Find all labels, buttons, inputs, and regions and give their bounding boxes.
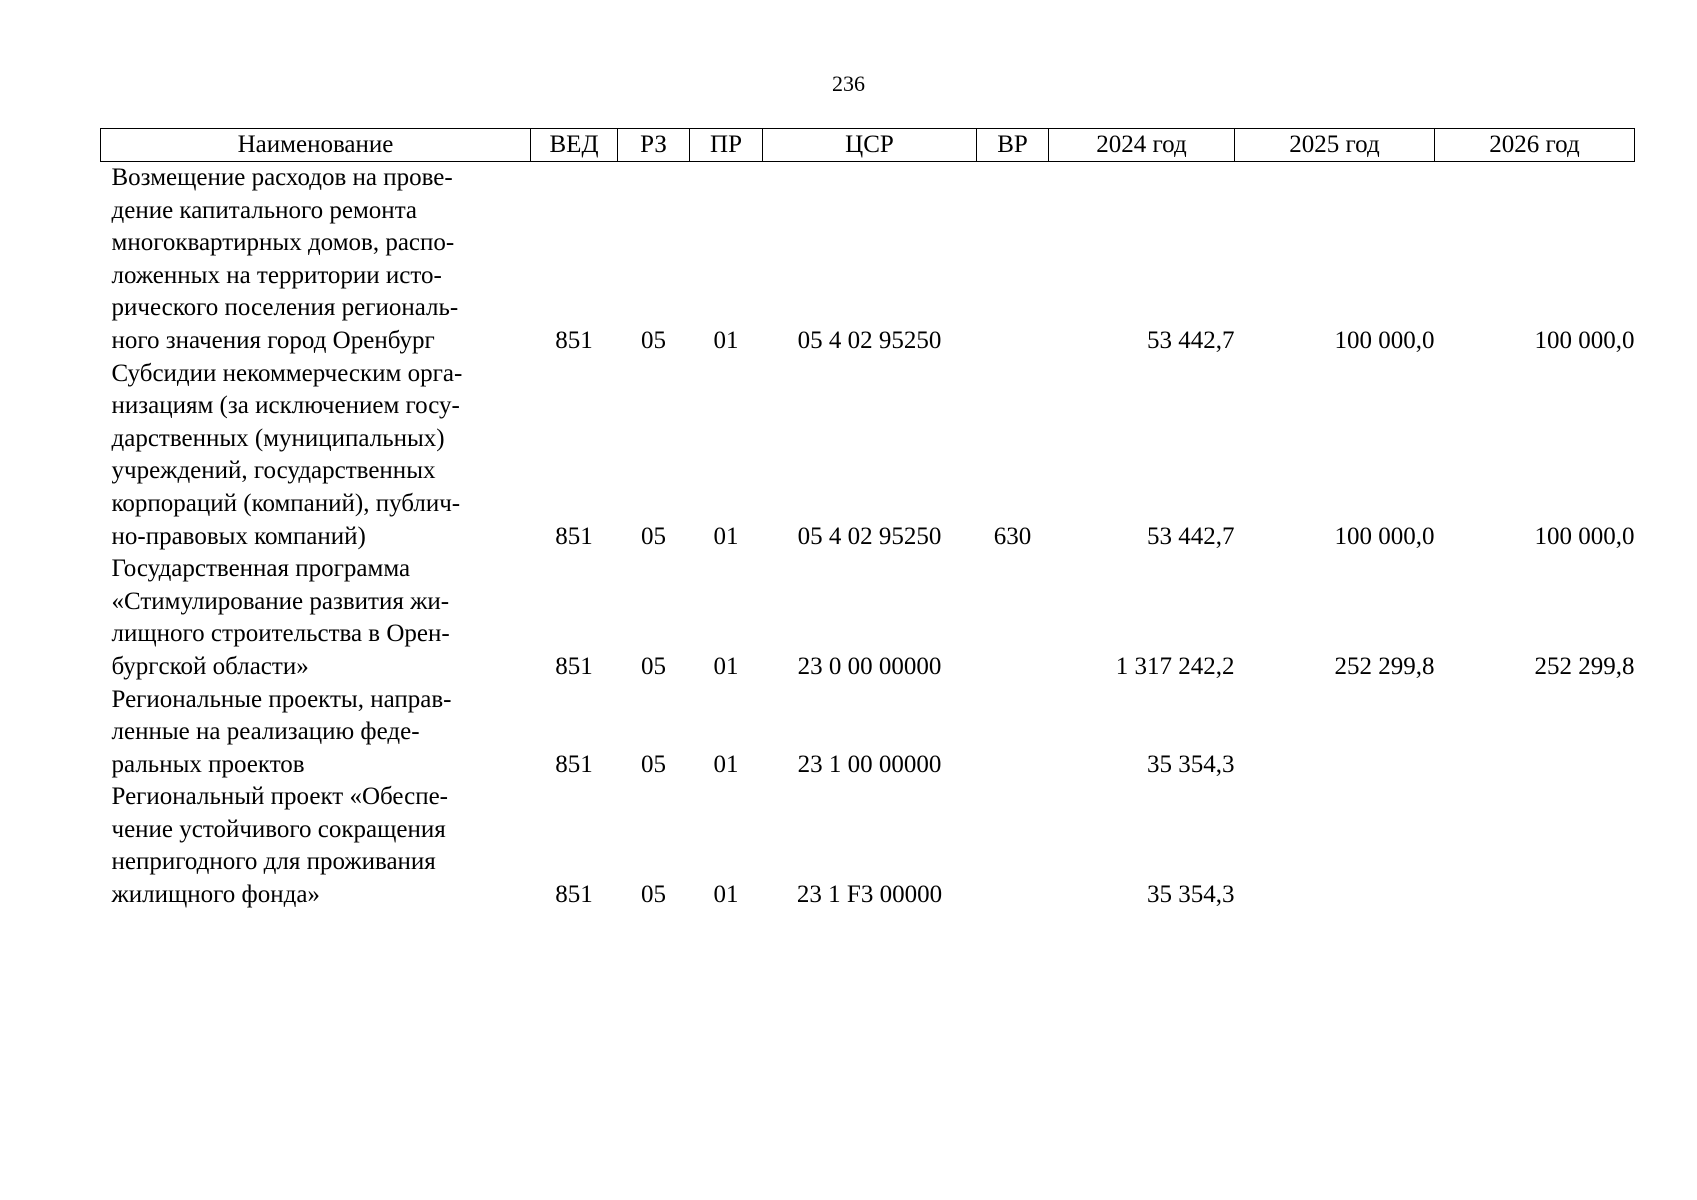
cell-2026: 100 000,0 (1534, 522, 1635, 550)
cell-pr: 01 (713, 522, 739, 550)
budget-table (100, 128, 1635, 912)
cell-name (101, 781, 531, 911)
name-line: корпораций (компаний), публич- (111, 489, 461, 517)
cell-rz: 05 (641, 326, 666, 354)
cell-pr: 01 (713, 881, 739, 909)
cell-rz: 05 (641, 522, 666, 550)
cell-csr: 23 1 F3 00000 (796, 881, 943, 909)
cell-pr: 01 (713, 326, 739, 354)
name-line: лищного строительства в Орен- (111, 620, 450, 648)
cell-rz: 05 (641, 750, 666, 778)
cell-pr: 01 (713, 652, 739, 680)
name-line: рического поселения региональ- (111, 294, 459, 322)
table-row (101, 358, 1635, 554)
cell-pr: 01 (713, 750, 739, 778)
name-line: непригодного для проживания (111, 848, 436, 876)
cell-2026: 252 299,8 (1534, 652, 1635, 680)
name-line: Региональные проекты, направ- (111, 685, 452, 713)
table-body (101, 162, 1635, 912)
cell-csr: 23 1 00 00000 (797, 750, 942, 778)
name-line: бургской области» (111, 652, 309, 680)
cell-2024: 35 354,3 (1147, 881, 1235, 909)
cell-vr: 630 (993, 522, 1032, 550)
cell-csr: 23 0 00 00000 (797, 652, 942, 680)
cell-vr (977, 553, 1049, 683)
header-row (101, 129, 1635, 162)
header-2026: 2026 год (1435, 129, 1635, 162)
cell-name (101, 162, 531, 358)
header-ved: ВЕД (531, 129, 618, 162)
cell-ved: 851 (555, 881, 593, 909)
cell-name (101, 553, 531, 683)
name-line: Региональный проект «Обеспе- (111, 783, 449, 811)
name-line: ложенных на территории исто- (111, 261, 442, 289)
name-line: Субсидии некоммерческим орга- (111, 359, 463, 387)
cell-2026: 100 000,0 (1534, 326, 1635, 354)
header-2025: 2025 год (1235, 129, 1435, 162)
header-csr: ЦСР (763, 129, 977, 162)
table-row (101, 162, 1635, 358)
name-line: «Стимулирование развития жи- (111, 587, 450, 615)
cell-vr (977, 781, 1049, 911)
name-line: Возмещение расходов на прове- (111, 164, 453, 191)
name-line: ральных проектов (111, 750, 305, 778)
header-name: Наименование (101, 129, 531, 162)
name-line: низациям (за исключением госу- (111, 392, 460, 420)
name-line: многоквартирных домов, распо- (111, 229, 455, 257)
cell-2024: 35 354,3 (1147, 750, 1235, 778)
name-line: ного значения город Оренбург (111, 326, 435, 354)
cell-2026 (1435, 684, 1635, 782)
name-line: жилищного фонда» (111, 881, 320, 909)
cell-2024: 53 442,7 (1147, 326, 1235, 354)
cell-2024: 1 317 242,2 (1115, 652, 1235, 680)
name-line: учреждений, государственных (111, 457, 436, 485)
cell-ved: 851 (555, 652, 593, 680)
cell-2025 (1235, 781, 1435, 911)
cell-name (101, 684, 531, 782)
name-line: дение капитального ремонта (111, 196, 418, 224)
cell-2025 (1235, 684, 1435, 782)
name-line: Государственная программа (111, 555, 411, 583)
cell-rz: 05 (641, 881, 666, 909)
name-line: дарственных (муниципальных) (111, 424, 445, 452)
cell-vr (977, 684, 1049, 782)
name-line: чение устойчивого сокращения (111, 815, 446, 843)
cell-csr: 05 4 02 95250 (797, 522, 942, 550)
table-header (101, 129, 1635, 162)
cell-ved: 851 (555, 326, 593, 354)
cell-2025: 100 000,0 (1334, 522, 1435, 550)
header-vr: ВР (977, 129, 1049, 162)
cell-ved: 851 (555, 522, 593, 550)
table-row (101, 684, 1635, 782)
cell-2025: 252 299,8 (1334, 652, 1435, 680)
header-rz: РЗ (618, 129, 690, 162)
name-line: ленные на реализацию феде- (111, 718, 420, 746)
cell-csr: 05 4 02 95250 (797, 326, 942, 354)
cell-ved: 851 (555, 750, 593, 778)
name-line: но-правовых компаний) (111, 522, 366, 550)
cell-name (101, 358, 531, 554)
cell-rz: 05 (641, 652, 666, 680)
table-row (101, 781, 1635, 911)
cell-vr (977, 162, 1049, 358)
header-2024: 2024 год (1049, 129, 1235, 162)
header-pr: ПР (690, 129, 763, 162)
page-number: 236 (832, 71, 865, 96)
cell-2024: 53 442,7 (1147, 522, 1235, 550)
table-row (101, 553, 1635, 683)
cell-2026 (1435, 781, 1635, 911)
cell-2025: 100 000,0 (1334, 326, 1435, 354)
